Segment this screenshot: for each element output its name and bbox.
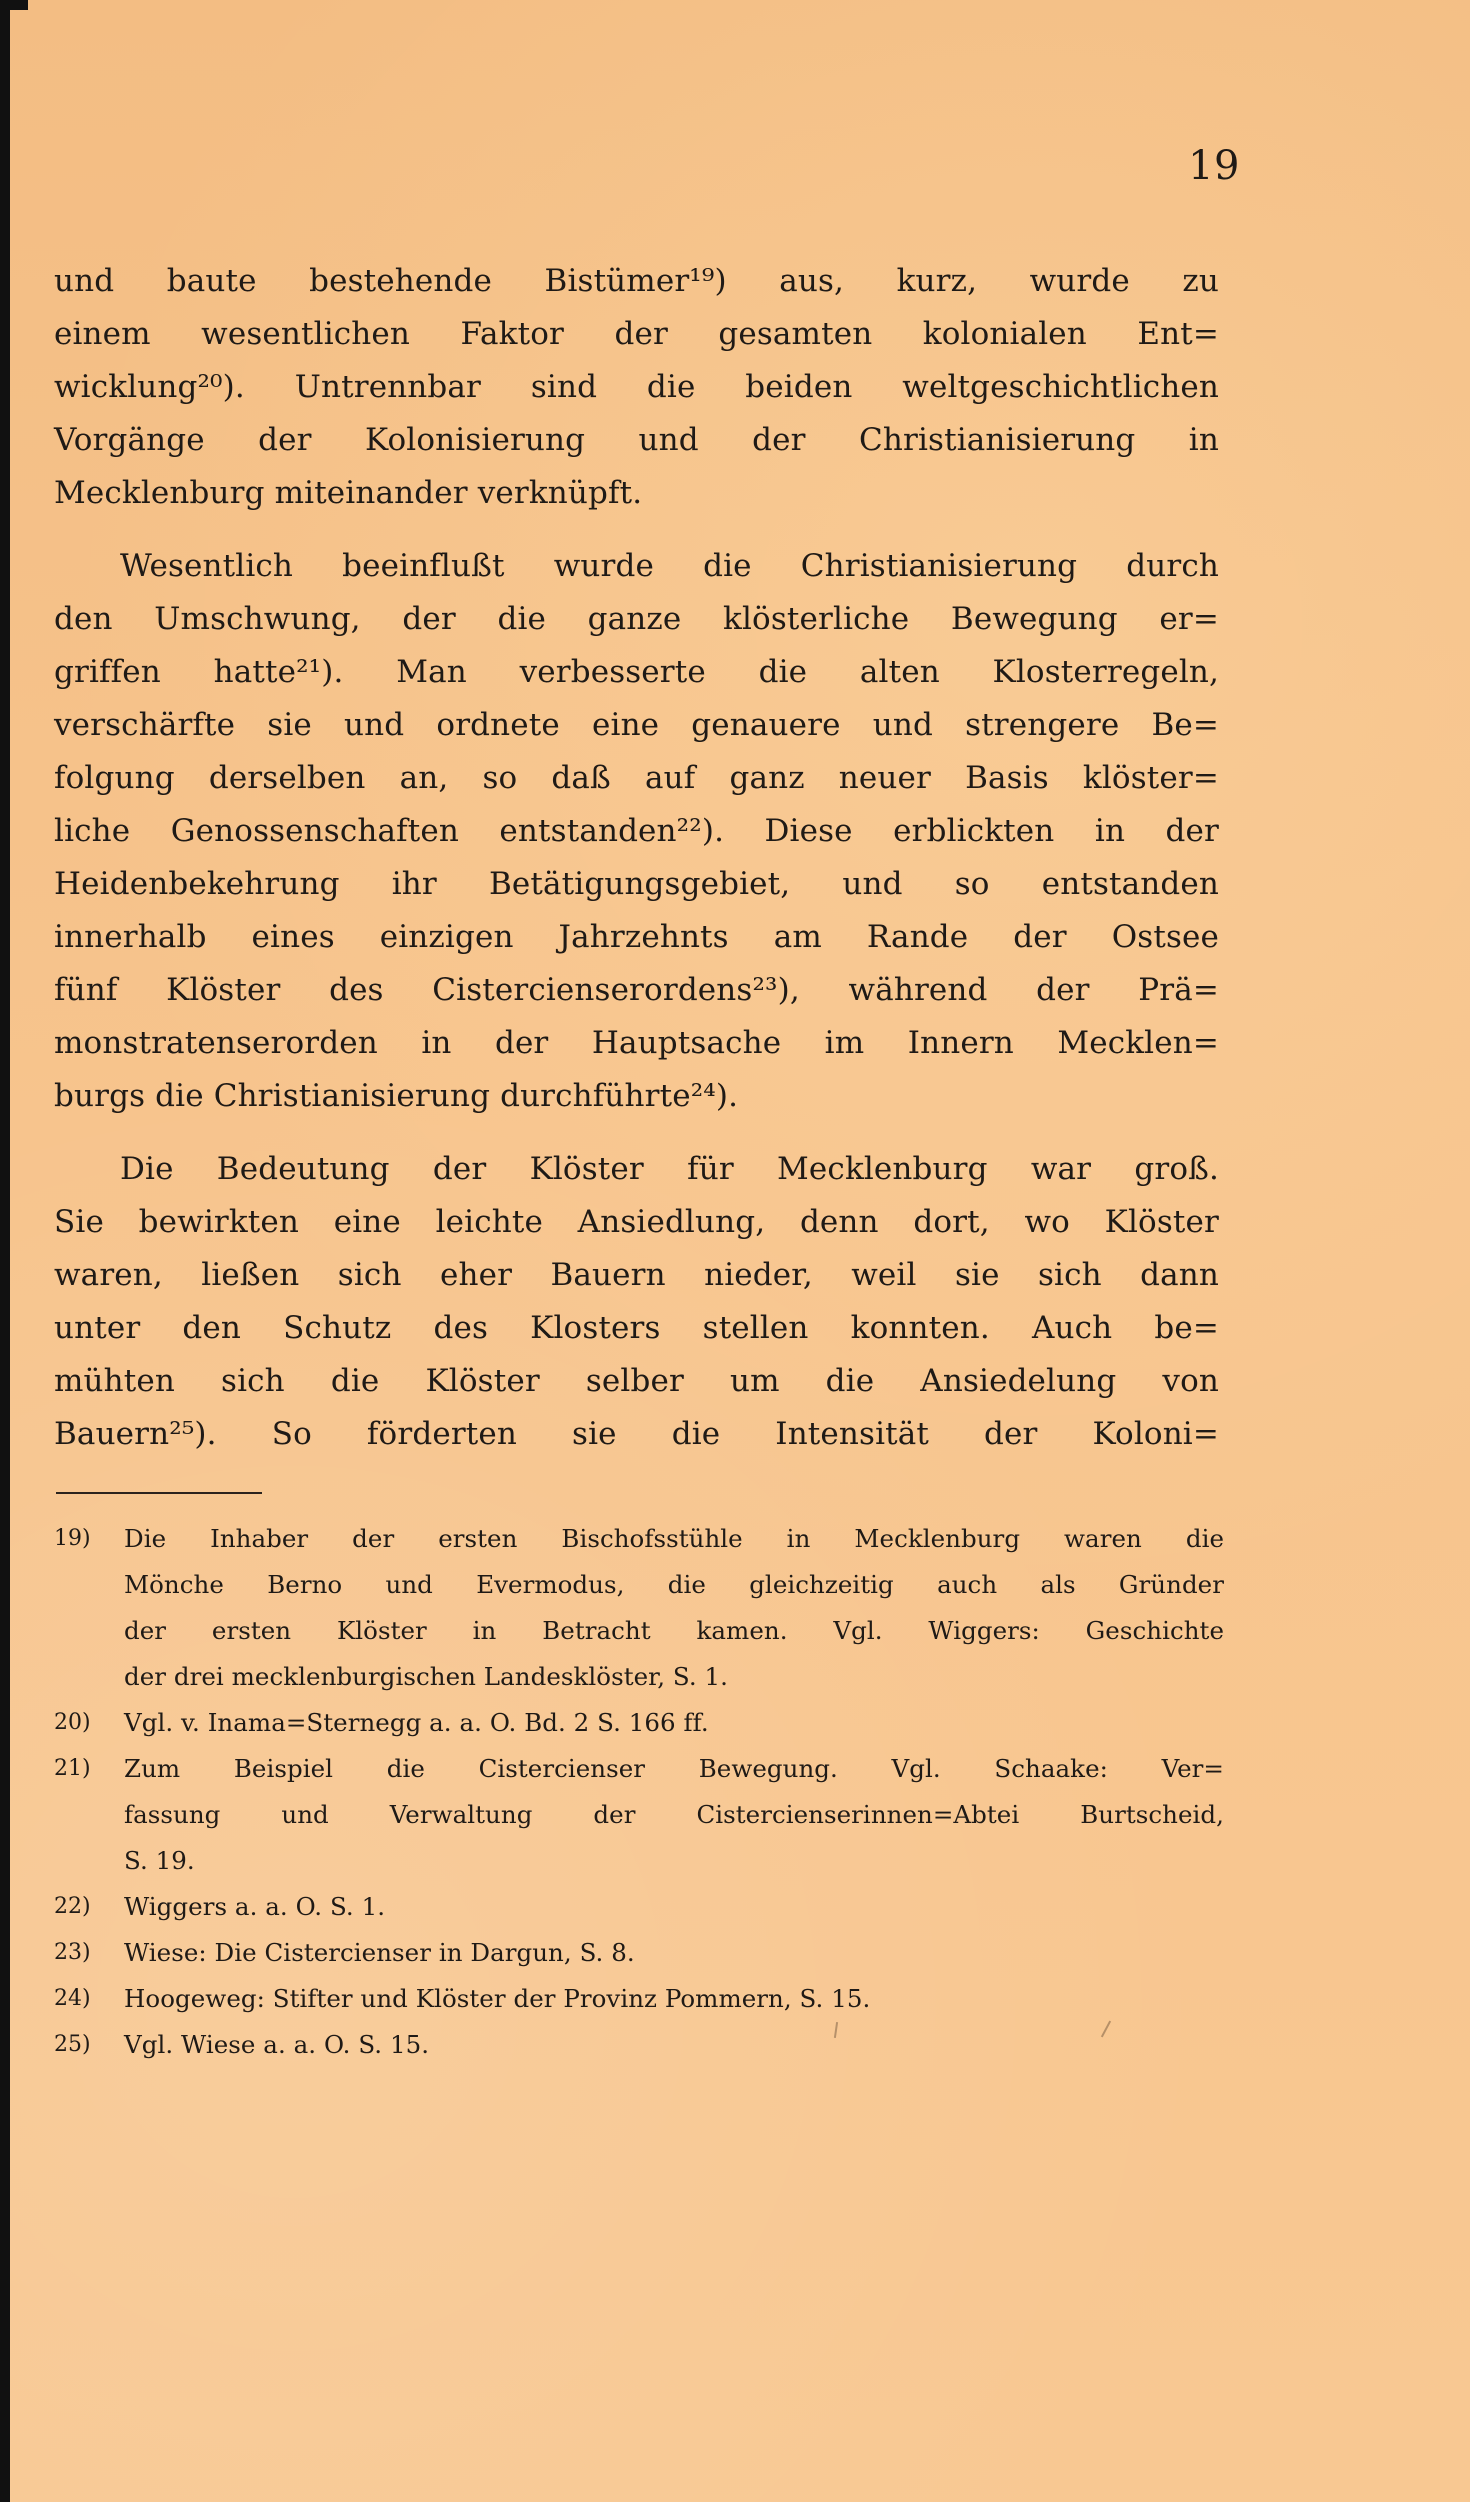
scan-left-edge	[0, 0, 10, 2502]
text-line: liche Genossenschaften entstanden²²). Diese erblickten in der	[54, 813, 1219, 849]
text-line: innerhalb eines einzigen Jahrzehnts am Rande der Ostsee	[54, 919, 1219, 955]
footnotes	[54, 1516, 1224, 2068]
text-line: Wesentlich beeinflußt wurde die Christianisierung durch	[120, 548, 1219, 584]
text-line: burgs die Christianisierung durchführte²⁴).	[54, 1078, 739, 1114]
footnote-21	[54, 1746, 1224, 1884]
footnote-label: 25)	[54, 2032, 91, 2057]
footnote-line: Wiese: Die Cistercienser in Dargun, S. 8.	[124, 1938, 635, 1967]
text-line: Vorgänge der Kolonisierung und der Christianisierung in	[54, 422, 1219, 458]
text-line: waren, ließen sich eher Bauern nieder, weil sie sich dann	[54, 1257, 1219, 1293]
footnote-22	[54, 1884, 1224, 1930]
page-number: 19	[1188, 143, 1240, 189]
footnote-20	[54, 1700, 1224, 1746]
paragraph-3	[54, 1143, 1219, 1461]
footnote-label: 23)	[54, 1940, 91, 1965]
footnote-label: 21)	[54, 1756, 91, 1781]
text-line: griffen hatte²¹). Man verbesserte die alten Klosterregeln,	[54, 654, 1219, 690]
footnote-line: der ersten Klöster in Betracht kamen. Vgl. Wiggers: Geschichte	[124, 1616, 1224, 1645]
text-line: mühten sich die Klöster selber um die Ansiedelung von	[54, 1363, 1219, 1399]
footnote-19	[54, 1516, 1224, 1700]
paragraph-2	[54, 540, 1219, 1123]
text-line: Heidenbekehrung ihr Betätigungsgebiet, und so entstanden	[54, 866, 1219, 902]
footnote-label: 20)	[54, 1710, 91, 1735]
footnote-line: Zum Beispiel die Cistercienser Bewegung. Vgl. Schaake: Ver=	[124, 1754, 1224, 1783]
text-line: den Umschwung, der die ganze klösterliche Bewegung er=	[54, 601, 1219, 637]
footnote-line: Mönche Berno und Evermodus, die gleichzeitig auch als Gründer	[124, 1570, 1224, 1599]
text-line: fünf Klöster des Cistercienserordens²³), während der Prä=	[54, 972, 1219, 1008]
footnote-line: fassung und Verwaltung der Cistercienserinnen=Abtei Burtscheid,	[124, 1800, 1224, 1829]
scan-top-edge	[0, 0, 28, 10]
footnote-25	[54, 2022, 1224, 2068]
footnote-line: Vgl. v. Inama=Sternegg a. a. O. Bd. 2 S. 166 ff.	[124, 1708, 709, 1737]
text-line: Die Bedeutung der Klöster für Mecklenburg war groß.	[120, 1151, 1219, 1187]
paragraph-1	[54, 255, 1219, 520]
footnote-label: 19)	[54, 1526, 91, 1551]
footnote-rule	[56, 1492, 262, 1494]
footnote-line: Hoogeweg: Stifter und Klöster der Provinz Pommern, S. 15.	[124, 1984, 871, 2013]
footnote-line: Wiggers a. a. O. S. 1.	[124, 1892, 386, 1921]
text-line: Bauern²⁵). So förderten sie die Intensität der Koloni=	[54, 1416, 1219, 1452]
footnote-line: Die Inhaber der ersten Bischofsstühle in Mecklenburg waren die	[124, 1524, 1224, 1553]
footnote-label: 24)	[54, 1986, 91, 2011]
main-text	[54, 255, 1219, 1481]
text-line: folgung derselben an, so daß auf ganz neuer Basis klöster=	[54, 760, 1219, 796]
footnote-line: der drei mecklenburgischen Landesklöster, S. 1.	[124, 1662, 729, 1691]
footnote-line: Vgl. Wiese a. a. O. S. 15.	[124, 2030, 430, 2059]
text-line: Mecklenburg miteinander verknüpft.	[54, 475, 643, 511]
footnote-line: S. 19.	[124, 1846, 195, 1875]
text-line: Sie bewirkten eine leichte Ansiedlung, denn dort, wo Klöster	[54, 1204, 1219, 1240]
text-line: verschärfte sie und ordnete eine genauere und strengere Be=	[54, 707, 1219, 743]
text-line: und baute bestehende Bistümer¹⁹) aus, kurz, wurde zu	[54, 263, 1219, 299]
footnote-24	[54, 1976, 1224, 2022]
footnote-label: 22)	[54, 1894, 91, 1919]
text-line: wicklung²⁰). Untrennbar sind die beiden weltgeschichtlichen	[54, 369, 1219, 405]
text-line: einem wesentlichen Faktor der gesamten kolonialen Ent=	[54, 316, 1219, 352]
text-line: monstratenserorden in der Hauptsache im Innern Mecklen=	[54, 1025, 1219, 1061]
footnote-23	[54, 1930, 1224, 1976]
text-line: unter den Schutz des Klosters stellen konnten. Auch be=	[54, 1310, 1219, 1346]
